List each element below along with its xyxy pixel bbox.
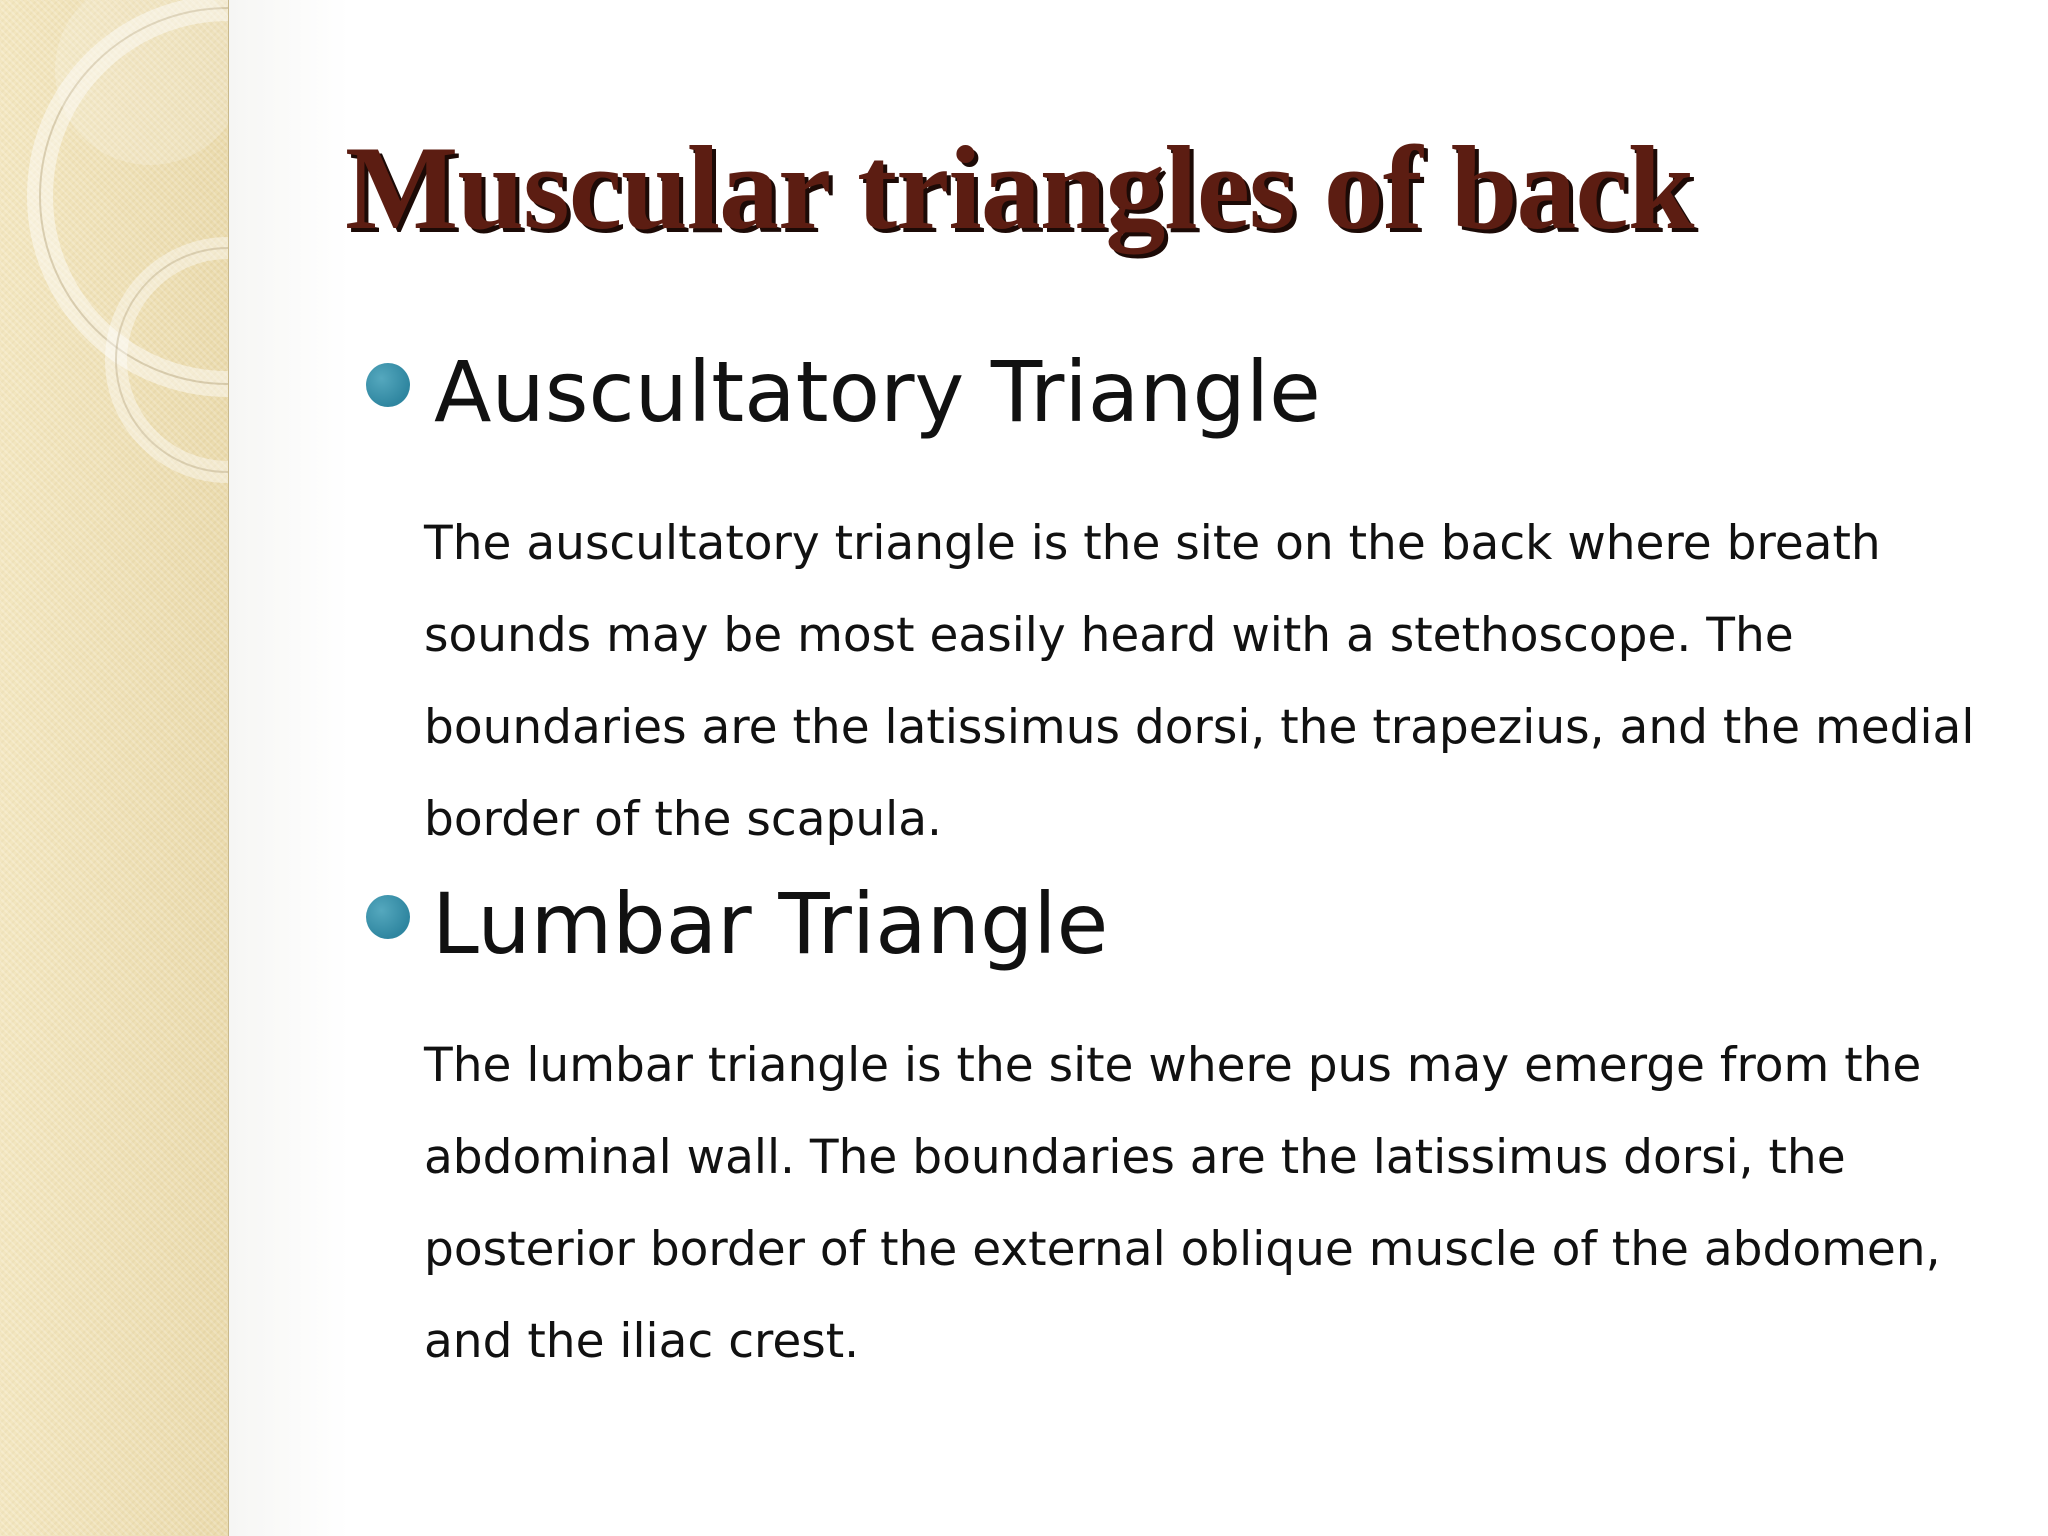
slide-title: Muscular triangles of back — [345, 121, 1694, 254]
highlight-disc — [55, 0, 228, 165]
section-heading-lumbar: Lumbar Triangle — [432, 875, 1109, 973]
section-heading-auscultatory: Auscultatory Triangle — [434, 343, 1321, 441]
section-text-auscultatory: The auscultatory triangle is the site on the back where breath sounds may be most easily heard with a stethoscope. The boundaries are the latissimus dorsi, the trapezius, and the medial border of the scapula. — [424, 516, 1975, 847]
content-edge-fade — [229, 0, 349, 1536]
decorative-rings — [0, 0, 228, 520]
bullet-icon — [366, 895, 410, 939]
decorative-sidebar — [0, 0, 229, 1536]
bullet-icon — [366, 363, 410, 407]
section-text-lumbar: The lumbar triangle is the site where pus may emerge from the abdominal wall. The boundaries are the latissimus dorsi, the posterior border of the external oblique muscle of the abdomen, and the iliac crest. — [424, 1038, 1941, 1369]
